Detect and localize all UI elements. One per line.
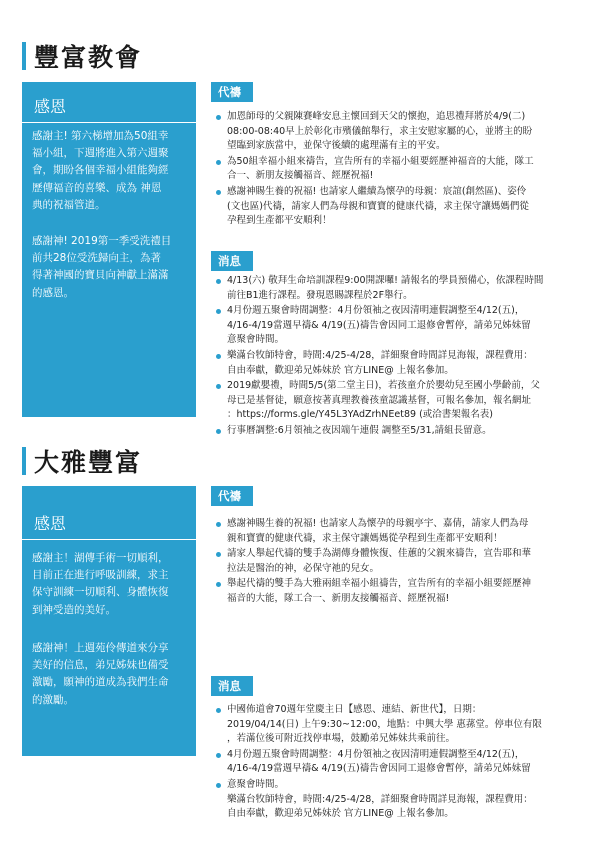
sidebar-heading: 感恩	[34, 514, 67, 533]
list-item	[213, 304, 585, 348]
list-item	[213, 547, 585, 576]
bullet-dot-icon	[216, 115, 221, 120]
news-tag: 消息	[211, 251, 253, 271]
list-item	[213, 517, 585, 546]
sidebar-divider	[22, 122, 196, 123]
list-item-text: 2019獻嬰禮，時間5/5(第二堂主日)，若孩童介於嬰幼兒至國小學齡前，父 母已是基督徒，願意按著真理教養孩童認識基督，可報名參加，報名網址 ：https://forms.gle/Y45L3YAdZrhNEet89 (或洽書架報名表)	[227, 380, 540, 421]
list-item	[213, 349, 585, 378]
bullet-dot-icon	[216, 384, 221, 389]
prayer-list	[213, 517, 585, 608]
prayer-tag: 代禱	[211, 82, 253, 102]
list-item	[213, 577, 585, 606]
list-item	[213, 748, 585, 777]
list-item-text: 加恩師母的父親陳賽峰安息主懷回到天父的懷抱，追思禮拜將於4/9(二) 08:00-08:40早上於彰化市殯儀館舉行，求主安慰家屬的心，並將主的盼 望臨到家族當中，並保守後續的處理滿有主的平安。	[227, 111, 533, 152]
list-item-text: 意聚會時間。 樂滿台牧師特會，時間:4/25-4/28，詳細聚會時間詳見海報，課程費用： 自由奉獻，歡迎弟兄姊妹於 官方LINE@ 上報名參加。	[227, 778, 533, 820]
list-item-text: 行事曆調整:6月領袖之夜因端午連假 調整至5/31,請組長留意。	[227, 424, 492, 436]
list-item	[213, 778, 585, 822]
prayer-tag: 代禱	[211, 486, 253, 506]
sidebar-paragraph: 感謝神! 2019第一季受洗禮目 前共28位受洗歸向主，為著 得著神國的寶貝向神獻上滿滿 的感恩。	[32, 235, 172, 299]
bullet-dot-icon	[216, 309, 221, 314]
thanks-sidebar-2	[22, 486, 196, 756]
section-title-text: 大雅豐富	[34, 448, 143, 477]
section-title-1	[22, 38, 142, 74]
section-title-2	[22, 443, 142, 479]
list-item	[213, 185, 585, 229]
list-item	[213, 703, 585, 747]
list-item-text: 舉起代禱的雙手為大雅兩組幸福小組禱告，宣告所有的幸福小組要經歷神 福音的大能，隊工合一、新朋友接觸福音、經歷祝福!	[227, 578, 532, 604]
list-item	[213, 424, 585, 439]
thanks-sidebar-1	[22, 82, 196, 417]
list-item-text: 中國佈道會70週年堂慶主日【感恩、連結、新世代】，日期： 2019/04/14(日) 上午9:30~12:00，地點：中興大學 惠蓀堂。停車位有限 ，若滿位後可附近找停車場，鼓勵弟兄姊妹共乘前往。	[227, 704, 542, 745]
list-item	[213, 155, 585, 184]
section-title-text: 豐富教會	[34, 43, 143, 72]
bullet-dot-icon	[216, 429, 221, 434]
bullet-dot-icon	[216, 753, 221, 758]
list-item-text: 4月份週五聚會時間調整：4月份領袖之夜因清明連假調整至4/12(五)， 4/16-4/19當週早禱& 4/19(五)禱告會因同工退修會暫停，請弟兄姊妹留 意聚會時間。	[227, 305, 531, 346]
sidebar-paragraph: 感謝主！湖傳手術一切順利， 目前正在進行呼吸訓練，求主 保守訓練一切順利、身體恢復 到神受造的美好。	[32, 552, 169, 616]
bullet-dot-icon	[216, 190, 221, 195]
list-item-text: 4月份週五聚會時間調整：4月份領袖之夜因清明連假調整至4/12(五)， 4/16-4/19當週早禱& 4/19(五)禱告會因同工退修會暫停，請弟兄姊妹留	[227, 748, 531, 775]
news-list	[213, 274, 585, 440]
news-tag: 消息	[211, 676, 253, 696]
bullet-dot-icon	[216, 279, 221, 284]
list-item-text: 請家人舉起代禱的雙手為湖傳身體恢復、佳蕙的父親來禱告，宣告耶和華 拉法是醫治的神，必保守祂的兒女。	[227, 548, 532, 574]
bullet-dot-icon	[216, 783, 221, 788]
bullet-dot-icon	[216, 354, 221, 359]
news-list	[213, 703, 585, 823]
bullet-dot-icon	[216, 708, 221, 713]
sidebar-divider	[22, 539, 196, 540]
list-item	[213, 379, 585, 423]
list-item-text: 樂滿台牧師特會，時間:4/25-4/28，詳細聚會時間詳見海報，課程費用： 自由奉獻，歡迎弟兄姊妹於 官方LINE@ 上報名參加。	[227, 349, 533, 376]
sidebar-paragraph: 感謝主! 第六梯增加為50組幸 福小組，下週將進入第六週聚 會，期盼各個幸福小組能夠經 歷傳福音的喜樂、成為 神恩 典的祝福管道。	[32, 130, 169, 211]
bullet-dot-icon	[216, 582, 221, 587]
list-item-text: 感謝神賜生養的祝福! 也請家人為懷孕的母親亭宇、嘉倩，請家人們為母 親和寶寶的健康代禱，求主保守讓媽媽從孕程到生產都平安順利！	[227, 518, 529, 544]
title-accent-bar	[22, 447, 26, 475]
list-item	[213, 110, 585, 154]
bullet-dot-icon	[216, 522, 221, 527]
sidebar-paragraph: 感謝神！上週苑伶傳道來分享 美好的信息，弟兄姊妹也備受 激勵，願神的道成為我們生命 的激勵。	[32, 642, 169, 706]
list-item-text: 4/13(六) 敬拜生命培訓課程9:00開課囉! 請報名的學員預備心，依課程時間 前往B1進行課程。發現恩賜課程於2F舉行。	[227, 275, 544, 301]
list-item-text: 感謝神賜生養的祝福! 也請家人繼續為懷孕的母親：宸誼(創然區)、姿伶 (文也區)代禱，請家人們為母親和寶寶的健康代禱，求主保守讓媽媽們從 孕程到生產都平安順利！	[227, 185, 529, 227]
prayer-list	[213, 110, 585, 230]
title-accent-bar	[22, 42, 26, 70]
list-item-text: 為50組幸福小組來禱告，宣告所有的幸福小組要經歷神福音的大能，隊工 合一、新朋友接觸福音、經歷祝福!	[227, 155, 534, 182]
sidebar-heading: 感恩	[34, 97, 67, 116]
bullet-dot-icon	[216, 552, 221, 557]
list-item	[213, 274, 585, 303]
bullet-dot-icon	[216, 160, 221, 165]
